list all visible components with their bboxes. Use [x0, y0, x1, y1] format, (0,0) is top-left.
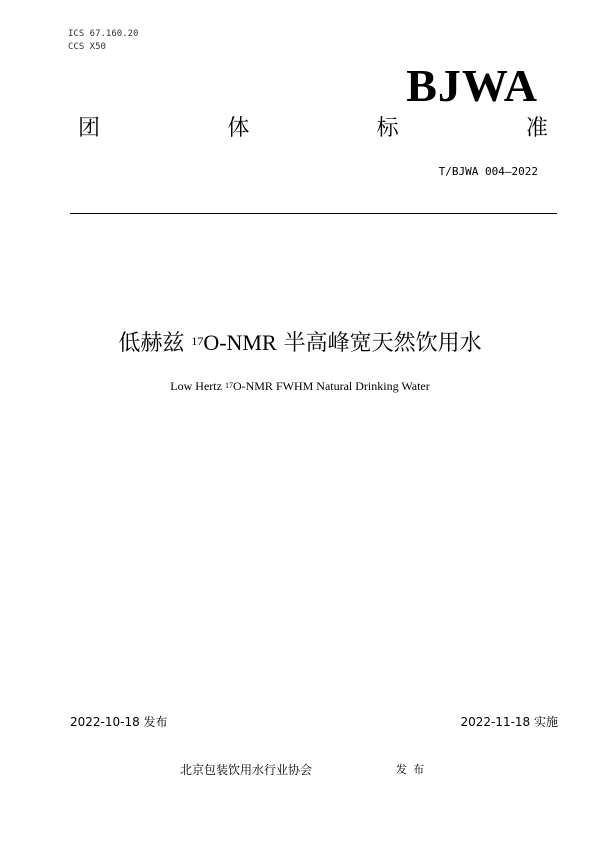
english-title-suffix: O-NMR FWHM Natural Drinking Water: [232, 379, 430, 393]
publisher-name: 北京包装饮用水行业协会: [180, 763, 313, 777]
standard-type-char: 标: [376, 116, 399, 141]
bjwa-logo: BJWA: [406, 60, 538, 111]
implementation-date: 2022-11-18 实施: [460, 715, 558, 729]
chinese-title: [0, 328, 600, 359]
chinese-title-superscript: 17: [191, 334, 204, 348]
standard-type-char: 准: [525, 116, 548, 141]
release-date: 2022-10-18 发布: [70, 715, 168, 729]
chinese-title-latin: O-NMR: [203, 330, 277, 355]
chinese-title-suffix: 半高峰宽天然饮用水: [283, 331, 482, 356]
classification-codes: [68, 28, 138, 54]
header-divider: [70, 213, 557, 214]
ccs-code: CCS X50: [68, 42, 106, 52]
english-title-superscript: 17: [224, 381, 233, 390]
chinese-title-prefix: 低赫兹: [118, 331, 185, 356]
publish-label: 发布: [396, 763, 430, 776]
standard-type-heading: [78, 114, 548, 144]
standard-type-char: 体: [227, 116, 250, 141]
english-title: [0, 377, 600, 395]
standard-type-char: 团: [78, 116, 101, 141]
english-title-prefix: Low Hertz: [170, 379, 222, 393]
ics-code: ICS 67.160.20: [68, 29, 139, 39]
standard-number: T/BJWA 004—2022: [438, 165, 538, 178]
